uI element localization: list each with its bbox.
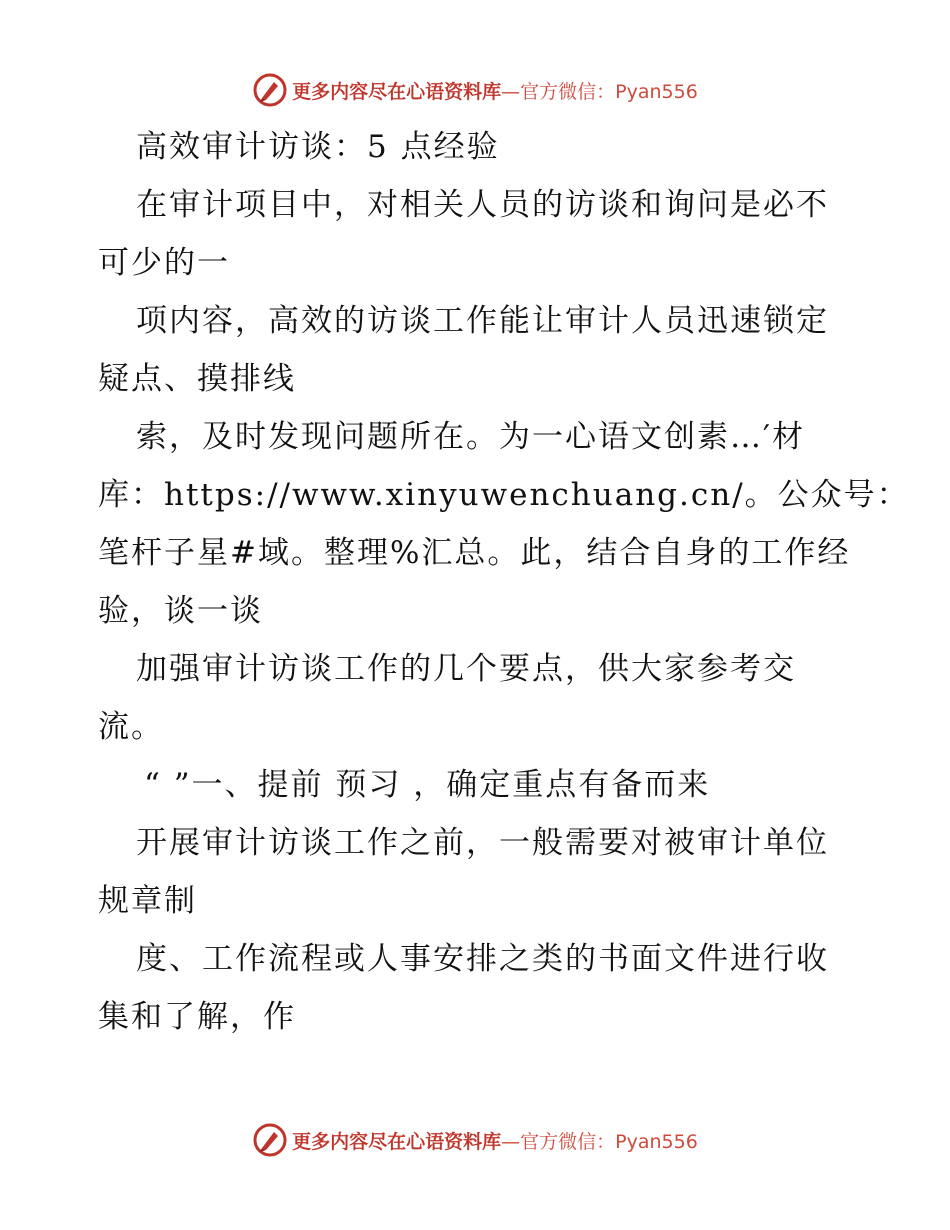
- banner-suffix-text: —官方微信：Pyan556: [501, 80, 698, 103]
- banner-main-text: 更多内容尽在心语资料库: [292, 80, 502, 103]
- header-watermark-banner: [0, 70, 950, 110]
- paragraph-line: 加强审计访谈工作的几个要点，供大家参考交: [136, 651, 796, 687]
- paragraph-line: 开展审计访谈工作之前，一般需要对被审计单位: [136, 825, 829, 861]
- paragraph-line: 疑点、摸排线: [98, 361, 296, 397]
- paragraph-line: 规章制: [98, 883, 197, 919]
- pen-logo-icon: [252, 72, 288, 108]
- paragraph-line: 流。: [98, 709, 164, 745]
- footer-watermark-banner: [0, 1120, 950, 1160]
- section-heading: “ ”一、提前 预习 ，确定重点有备而来: [144, 767, 711, 803]
- banner-suffix-text: —官方微信：Pyan556: [501, 1130, 698, 1153]
- paragraph-line: 集和了解，作: [98, 999, 296, 1035]
- banner-main-text: 更多内容尽在心语资料库: [292, 1130, 502, 1153]
- paragraph-line: 笔杆子星#域。整理%汇总。此，结合自身的工作经: [98, 535, 851, 571]
- banner-text: [292, 1127, 698, 1154]
- pen-logo-icon: [252, 1122, 288, 1158]
- paragraph-line: 度、工作流程或人事安排之类的书面文件进行收: [136, 941, 829, 977]
- paragraph-line: 可少的一: [98, 245, 230, 281]
- paragraph-line: 在审计项目中，对相关人员的访谈和询问是必不: [136, 187, 829, 223]
- document-title: 高效审计访谈：5 点经验: [136, 129, 500, 165]
- paragraph-line: 验，谈一谈: [98, 593, 263, 629]
- paragraph-line: 库：https://www.xinyuwenchuang.cn/。公众号：: [98, 477, 910, 513]
- paragraph-line: 项内容，高效的访谈工作能让审计人员迅速锁定: [136, 303, 829, 339]
- paragraph-line: 索，及时发现问题所在。为一心语文创素…′材: [136, 419, 806, 455]
- document-body: [98, 118, 910, 1046]
- banner-text: [292, 77, 698, 104]
